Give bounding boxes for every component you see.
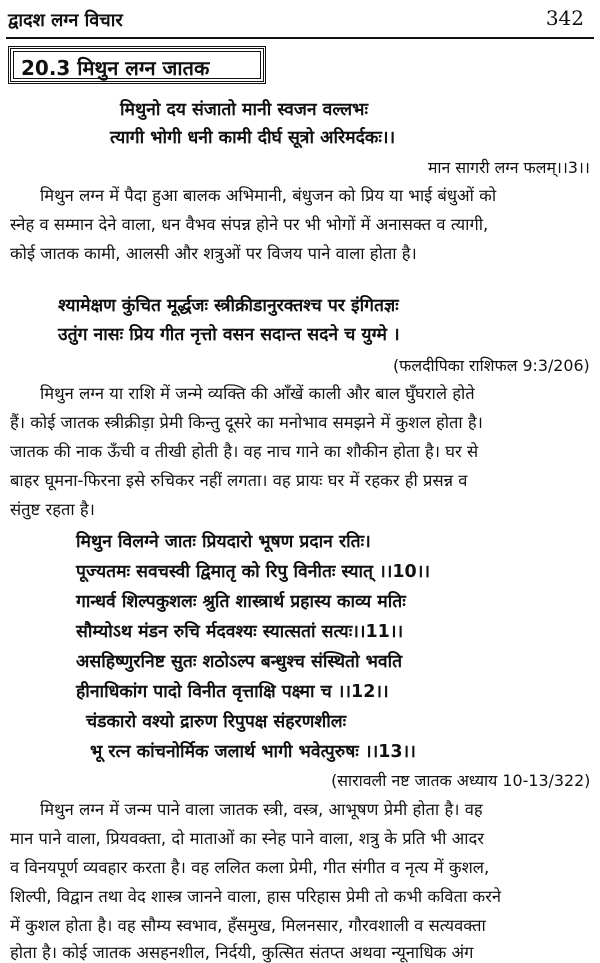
paragraph-line: मिथुन लग्न या राशि में जन्मे व्यक्ति की आँखें काली और बाल घुँघराले होते (40, 384, 475, 403)
verse-line: त्यागी भोगी धनी कामी दीर्घ सूत्रो अरिमर्दकः।। (110, 128, 396, 148)
verse-line: भू रत्न कांचनोर्मिक जलार्थ भागी भवेत्पुरुषः ।।13।। (90, 742, 416, 762)
paragraph-line: मान पाने वाला, प्रियवक्ता, दो माताओं का स्नेह पाने वाला, शत्रु के प्रति भी आदर (10, 829, 485, 848)
verse-line: उतुंग नासः प्रिय गीत नृत्तो वसन सदान्त सदने च युग्मे । (58, 325, 400, 345)
section-heading: 20.3 मिथुन लग्न जातक (21, 56, 210, 80)
paragraph-line: में कुशल होता है। वह सौम्य स्वभाव, हँसमुख, मिलनसार, गौरवशाली व सत्यवक्ता (10, 916, 486, 935)
paragraph-line: हैं। कोई जातक स्त्रीक्रीड़ा प्रेमी किन्तु दूसरे का मनोभाव समझने में कुशल होता है। (10, 413, 483, 432)
page-header (8, 6, 592, 34)
running-title: द्वादश लग्न विचार (8, 10, 123, 31)
paragraph-line: मिथुन लग्न में जन्म पाने वाला जातक स्त्री, वस्त्र, आभूषण प्रेमी होता है। वह (40, 800, 483, 819)
paragraph-line: व विनयपूर्ण व्यवहार करता है। वह ललित कला प्रेमी, गीत संगीत व नृत्य में कुशल, (10, 858, 490, 877)
paragraph-line: स्नेह व सम्मान देने वाला, धन वैभव संपन्न होने पर भी भोगों में अनासक्त व त्यागी, (10, 215, 489, 234)
verse-line: हीनाधिकांग पादो विनीत वृत्ताक्षि पक्ष्मा च ।।12।। (76, 682, 389, 702)
paragraph-line: जातक की नाक ऊँची व तीखी होती है। वह नाच गाने का शौकीन होता है। घर से (10, 442, 479, 461)
paragraph-line: संतुष्ट रहता है। (10, 500, 95, 519)
page-number: 342 (545, 6, 584, 30)
verse-line: पूज्यतमः सवचस्वी द्विमातृ को रिपु विनीतः स्यात् ।।10।। (76, 562, 430, 582)
paragraph-line: कोई जातक कामी, आलसी और शत्रुओं पर विजय पाने वाला होता है। (10, 244, 417, 263)
verse-line: मिथुन विलग्ने जातः प्रियदारो भूषण प्रदान रतिः। (76, 532, 371, 552)
paragraph-line: बाहर घूमना-फिरना इसे रुचिकर नहीं लगता। वह प्रायः घर में रहकर ही प्रसन्न व (10, 471, 468, 490)
verse-line: मिथुनो दय संजातो मानी स्वजन वल्लभः (120, 100, 368, 120)
header-rule (6, 37, 594, 39)
verse-citation: (सारावली नष्ट जातक अध्याय 10-13/322) (330, 771, 590, 790)
verse-line: चंडकारो वश्यो द्रारुण रिपुपक्ष संहरणशीलः (86, 712, 347, 732)
verse-line: सौम्योऽथ मंडन रुचि र्मदवश्यः स्यात्सतां सत्यः।।11।। (76, 622, 404, 642)
paragraph-line: मिथुन लग्न में पैदा हुआ बालक अभिमानी, बंधुजन को प्रिय या भाई बंधुओं को (40, 186, 497, 205)
paragraph-line: शिल्पी, विद्वान तथा वेद शास्त्र जानने वाला, हास परिहास प्रेमी तो कभी कविता करने (10, 887, 502, 906)
verse-line: असहिष्णुरनिष्ट सुतः शठोऽल्प बन्धुश्च संस्थितो भवति (76, 652, 403, 672)
section-heading-box (8, 46, 266, 84)
verse-line: श्यामेक्षण कुंचित मूर्द्धजः स्त्रीक्रीडानुरक्तश्च पर इंगितज्ञः (58, 296, 399, 316)
verse-citation: मान सागरी लग्न फलम्।।3।। (428, 158, 590, 177)
verse-line: गान्धर्व शिल्पकुशलः श्रुति शास्त्रार्थ प्रहास्य काव्य मतिः (76, 592, 406, 612)
verse-citation: (फलदीपिका राशिफल 9:3/206) (393, 356, 590, 375)
paragraph-line: होता है। कोई जातक असहनशील, निर्दयी, कुत्सित संतप्त अथवा न्यूनाधिक अंग (10, 943, 474, 962)
